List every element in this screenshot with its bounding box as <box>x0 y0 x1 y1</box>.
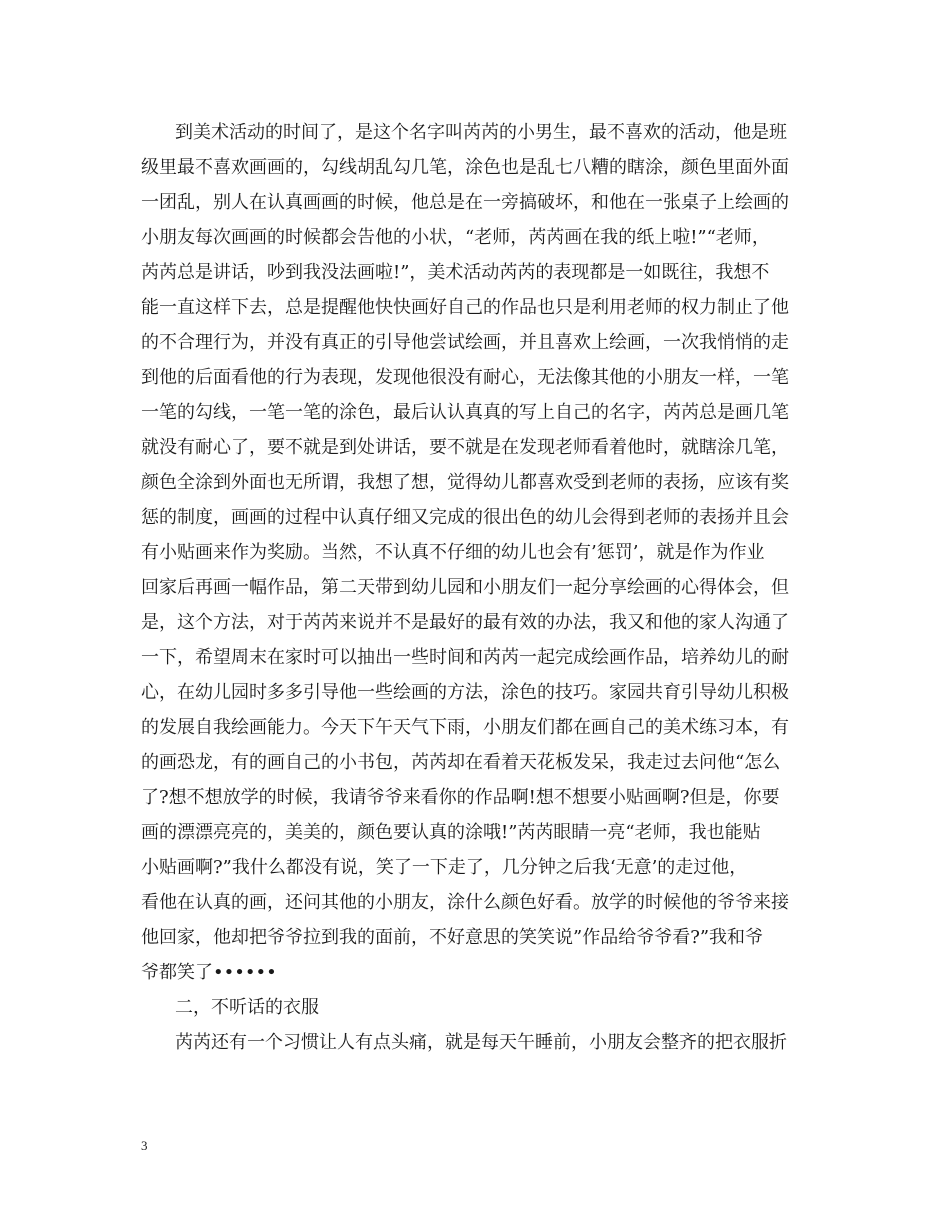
text-line: 爷都笑了•••••• <box>141 962 277 983</box>
text-line: 一下，希望周末在家时可以抽出一些时间和芮芮一起完成绘画作品，培养幼儿的耐 <box>141 647 789 668</box>
text-line: 是，这个方法，对于芮芮来说并不是最好的最有效的办法，我又和他的家人沟通了 <box>141 612 789 633</box>
text-line: 惩的制度，画画的过程中认真仔细又完成的很出色的幼儿会得到老师的表扬并且会 <box>141 507 789 528</box>
text-line: 画的漂漂亮亮的，美美的，颜色要认真的涂哦!”芮芮眼睛一亮“老师，我也能贴 <box>141 822 761 843</box>
text-line: 颜色全涂到外面也无所谓，我想了想，觉得幼儿都喜欢受到老师的表扬，应该有奖 <box>141 472 789 493</box>
text-line: 的画恐龙，有的画自己的小书包，芮芮却在看着天花板发呆，我走过去问他“怎么 <box>141 752 781 773</box>
text-line: 芮芮还有一个习惯让人有点头痛，就是每天午睡前，小朋友会整齐的把衣服折 <box>175 1032 787 1053</box>
text-line: 他回家，他却把爷爷拉到我的面前，不好意思的笑笑说”作品给爷爷看?”我和爷 <box>141 927 764 948</box>
text-line: 到美术活动的时间了，是这个名字叫芮芮的小男生，最不喜欢的活动，他是班 <box>175 122 787 143</box>
text-line: 回家后再画一幅作品，第二天带到幼儿园和小朋友们一起分享绘画的心得体会，但 <box>141 577 789 598</box>
text-line: 一团乱，别人在认真画画的时候，他总是在一旁搞破坏，和他在一张桌子上绘画的 <box>141 192 789 213</box>
text-line: 的不合理行为，并没有真正的引导他尝试绘画，并且喜欢上绘画，一次我悄悄的走 <box>141 332 789 353</box>
text-line: 看他在认真的画，还问其他的小朋友，涂什么颜色好看。放学的时候他的爷爷来接 <box>141 892 789 913</box>
text-line: 的发展自我绘画能力。今天下午天气下雨，小朋友们都在画自己的美术练习本，有 <box>141 717 789 738</box>
section-heading: 二，不听话的衣服 <box>175 997 319 1018</box>
text-line: 了?想不想放学的时候，我请爷爷来看你的作品啊!想不想要小贴画啊?但是，你要 <box>141 787 780 808</box>
text-line: 到他的后面看他的行为表现，发现他很没有耐心，无法像其他的小朋友一样，一笔 <box>141 367 789 388</box>
text-line: 一笔的勾线，一笔一笔的涂色，最后认认真真的写上自己的名字，芮芮总是画几笔 <box>141 402 789 423</box>
text-line: 有小贴画来作为奖励。当然，不认真不仔细的幼儿也会有’惩罚’，就是作为作业 <box>141 542 765 563</box>
text-line: 小朋友每次画画的时候都会告他的小状，“老师，芮芮画在我的纸上啦!”“老师， <box>141 227 770 248</box>
page-number: 3 <box>141 1138 148 1153</box>
text-line: 芮芮总是讲话，吵到我没法画啦!”，美术活动芮芮的表现都是一如既往，我想不 <box>141 262 770 283</box>
text-line: 级里最不喜欢画画的，勾线胡乱勾几笔，涂色也是乱七八糟的瞎涂，颜色里面外面 <box>141 157 789 178</box>
text-line: 小贴画啊?”我什么都没有说，笑了一下走了，几分钟之后我‘无意’的走过他， <box>141 857 748 878</box>
text-line: 能一直这样下去，总是提醒他快快画好自己的作品也只是利用老师的权力制止了他 <box>141 297 789 318</box>
text-line: 就没有耐心了，要不就是到处讲话，要不就是在发现老师看着他时，就瞎涂几笔， <box>141 437 789 458</box>
text-line: 心，在幼儿园时多多引导他一些绘画的方法，涂色的技巧。家园共育引导幼儿积极 <box>141 682 789 703</box>
